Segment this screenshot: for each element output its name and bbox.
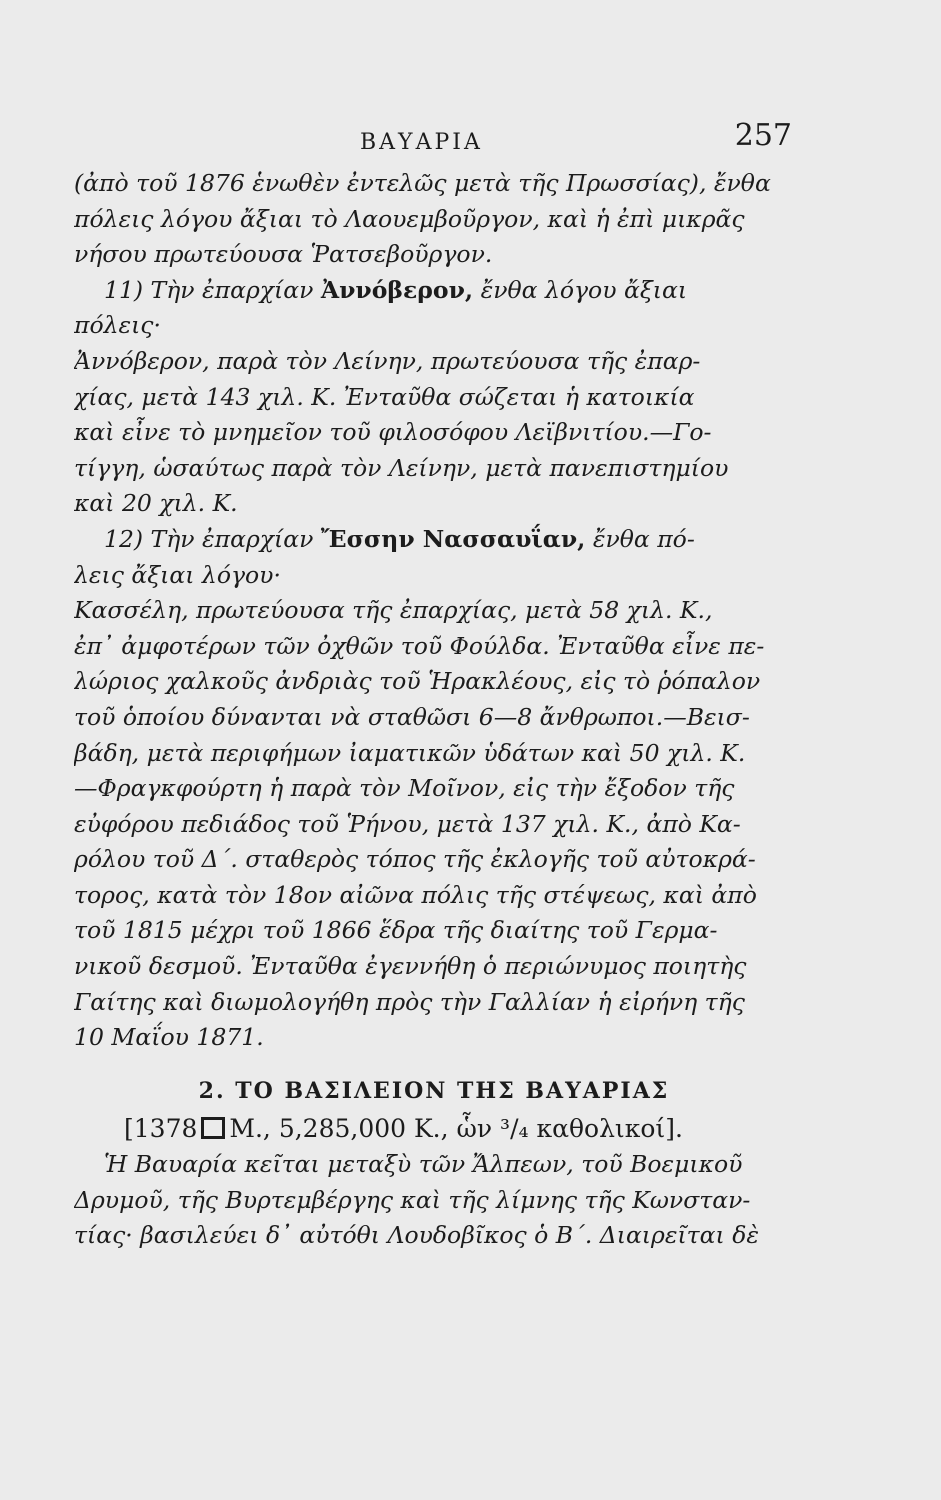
item-12-number: 12) Τὴν ἐπαρχίαν	[104, 524, 314, 553]
stats-population: Μ., 5,285,000 Κ., ὧν ³/₄ καθολικοί].	[229, 1114, 683, 1144]
text-line: τίας· βασιλεύει δ᾽ αὐτόθι Λουδοβῖκος ὁ Β΄. Διαιρεῖται δὲ	[74, 1221, 759, 1250]
text-line: πόλεις·	[74, 311, 161, 340]
text-line: καὶ εἶνε τὸ μνημεῖον τοῦ φιλοσόφου Λεϊβνιτίου.—Γο-	[74, 418, 712, 447]
section-heading: 2. ΤΟ ΒΑΣΙΛΕΙΟΝ ΤΗΣ ΒΑΥΑΡΙΑΣ	[198, 1077, 670, 1104]
text-line: ρόλου τοῦ Δ΄. σταθερὸς τόπος τῆς ἐκλογῆς τοῦ αὐτοκρά-	[74, 845, 756, 874]
item-11-lead	[74, 273, 794, 309]
text-line: Κασσέλη, πρωτεύουσα τῆς ἐπαρχίας, μετὰ 58 χιλ. Κ.,	[74, 596, 713, 625]
text-line: καὶ 20 χιλ. Κ.	[74, 489, 238, 518]
text-line: 10 Μαΐου 1871.	[74, 1023, 264, 1052]
kingdom-stats	[74, 1111, 794, 1147]
text-line: εὐφόρου πεδιάδος τοῦ Ῥήνου, μετὰ 137 χιλ. Κ., ἀπὸ Κα-	[74, 809, 741, 838]
text-line: χίας, μετὰ 143 χιλ. Κ. Ἐνταῦθα σώζεται ἡ κατοικία	[74, 382, 695, 411]
text-line: λεις ἄξιαι λόγου·	[74, 560, 281, 589]
text-line: πόλεις λόγου ἄξιαι τὸ Λαουεμβοῦργον, καὶ ἡ ἐπὶ μικρᾶς	[74, 204, 745, 233]
text-line: τίγγη, ὡσαύτως παρὰ τὸν Λείνην, μετὰ πανεπιστημίου	[74, 453, 729, 482]
text-line: νικοῦ δεσμοῦ. Ἐνταῦθα ἐγεννήθη ὁ περιώνυμος ποιητὴς	[74, 952, 747, 981]
running-title: ΒΑΥΑΡΙΑ	[360, 130, 483, 155]
item-12-lead	[74, 522, 794, 558]
text-line: Ἀννόβερον, παρὰ τὸν Λείνην, πρωτεύουσα τῆς ἐπαρ-	[74, 346, 701, 375]
square-miles-icon	[201, 1117, 225, 1139]
stats-area: [1378	[124, 1114, 198, 1144]
text-line: λώριος χαλκοῦς ἀνδριὰς τοῦ Ἡρακλέους, εἰς τὸ ῥόπαλον	[74, 667, 761, 696]
text-line: Δρυμοῦ, τῆς Βυρτεμβέργης καὶ τῆς λίμνης τῆς Κωνσταν-	[74, 1185, 751, 1214]
text-line: τοῦ 1815 μέχρι τοῦ 1866 ἕδρα τῆς διαίτης τοῦ Γερμα-	[74, 916, 718, 945]
text-line: Γαίτης καὶ διωμολογήθη πρὸς τὴν Γαλλίαν ἡ εἰρήνη τῆς	[74, 987, 745, 1016]
text-line: —Φραγκφούρτη ἡ παρὰ τὸν Μοῖνον, εἰς τὴν ἔξοδον τῆς	[74, 774, 735, 803]
text-line: Ἡ Βαυαρία κεῖται μεταξὺ τῶν Ἄλπεων, τοῦ Βοεμικοῦ	[104, 1150, 743, 1179]
text-line: νήσου πρωτεύουσα Ῥατσεβοῦργον.	[74, 240, 493, 269]
item-11-number: 11) Τὴν ἐπαρχίαν	[104, 275, 314, 304]
body-text	[74, 166, 794, 1254]
page-header	[80, 118, 792, 158]
text-line: τορος, κατὰ τὸν 18ον αἰῶνα πόλις τῆς στέψεως, καὶ ἀπὸ	[74, 880, 757, 909]
text-line: ἐπ᾽ ἀμφοτέρων τῶν ὀχθῶν τοῦ Φούλδα. Ἐνταῦθα εἶνε πε-	[74, 631, 765, 660]
text-line: (ἀπὸ τοῦ 1876 ἑνωθὲν ἐντελῶς μετὰ τῆς Πρωσσίας), ἔνθα	[74, 169, 771, 197]
page-number: 257	[734, 118, 792, 153]
item-11-tail: ἔνθα λόγου ἄξιαι	[480, 275, 688, 304]
province-hannover: Ἀννόβερον,	[320, 275, 474, 304]
item-12-tail: ἔνθα πό-	[592, 524, 695, 553]
province-hessen-nassau: Ἔσσην Νασσαυΐαν,	[320, 524, 586, 553]
text-line: τοῦ ὁποίου δύνανται νὰ σταθῶσι 6—8 ἄνθρωποι.—Βεισ-	[74, 702, 750, 731]
text-line: βάδη, μετὰ περιφήμων ἰαματικῶν ὑδάτων καὶ 50 χιλ. Κ.	[74, 738, 746, 767]
